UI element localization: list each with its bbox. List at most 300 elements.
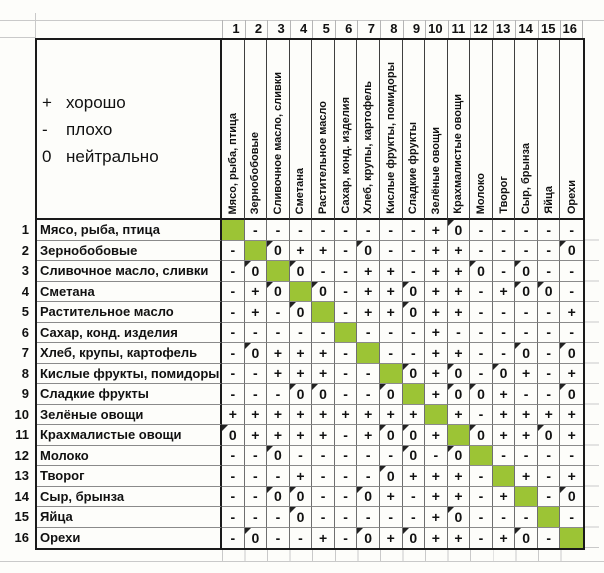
cell-5-8: + (380, 302, 403, 323)
cell-3-13: - (493, 261, 516, 282)
cell-6-9: - (403, 323, 426, 344)
cell-2-1: - (222, 241, 245, 262)
cell-15-2: - (245, 507, 268, 528)
cell-1-11: 0 (448, 220, 471, 241)
gridline (0, 561, 604, 562)
cell-4-3: 0 (267, 282, 290, 303)
cell-9-12: 0 (470, 384, 493, 405)
cell-7-12: - (470, 343, 493, 364)
cell-10-5: + (312, 405, 335, 426)
cell-3-2: 0 (245, 261, 268, 282)
cell-12-10: - (425, 446, 448, 467)
legend-label: плохо (66, 119, 113, 139)
cell-14-1: - (222, 487, 245, 508)
cell-8-3: + (267, 364, 290, 385)
cell-2-9: - (403, 241, 426, 262)
cell-15-4: 0 (290, 507, 313, 528)
cell-11-14: + (515, 425, 538, 446)
cell-5-2: + (245, 302, 268, 323)
cell-7-2: 0 (245, 343, 268, 364)
cell-8-10: + (425, 364, 448, 385)
col-header-label: Сладкие фрукты (407, 121, 420, 214)
cell-4-10: + (425, 282, 448, 303)
cell-8-1: - (222, 364, 245, 385)
col-number-11: 11 (448, 20, 471, 38)
col-number-12: 12 (470, 20, 493, 38)
cell-2-10: + (425, 241, 448, 262)
row-number-12: 12 (14, 447, 29, 463)
col-number-5: 5 (312, 20, 335, 38)
cell-7-15: - (538, 343, 561, 364)
cell-3-9: - (403, 261, 426, 282)
cell-14-10: + (425, 487, 448, 508)
col-header-label: Сахар, конд. изделия (339, 97, 352, 214)
col-number-14: 14 (515, 20, 538, 38)
cell-9-4: 0 (290, 384, 313, 405)
col-number-9: 9 (403, 20, 426, 38)
cell-11-3: + (267, 425, 290, 446)
cell-13-7: - (357, 466, 380, 487)
col-header-16 (560, 40, 583, 220)
cell-7-14: 0 (515, 343, 538, 364)
cell-7-3: + (267, 343, 290, 364)
cell-9-5: 0 (312, 384, 335, 405)
cell-12-5: - (312, 446, 335, 467)
cell-14-7: 0 (357, 487, 380, 508)
cell-4-12: - (470, 282, 493, 303)
cell-10-12: - (470, 405, 493, 426)
col-header-4 (290, 40, 313, 220)
cell-8-12: - (470, 364, 493, 385)
cell-1-13: - (493, 220, 516, 241)
gridline (585, 220, 599, 550)
cell-15-12: - (470, 507, 493, 528)
cell-15-11: 0 (448, 507, 471, 528)
cell-15-10: + (425, 507, 448, 528)
col-header-label: Кислые фрукты, помидоры (384, 62, 397, 214)
row-number-5: 5 (21, 304, 29, 319)
cell-11-6: - (335, 425, 358, 446)
cell-8-4: + (290, 364, 313, 385)
compatibility-table (35, 38, 585, 550)
cell-13-14: + (515, 466, 538, 487)
cell-3-12: 0 (470, 261, 493, 282)
cell-13-2: - (245, 466, 268, 487)
col-header-label: Орехи (565, 179, 578, 214)
cell-12-8: - (380, 446, 403, 467)
cell-13-6: - (335, 466, 358, 487)
row-numbers-gutter (0, 220, 32, 548)
col-number-10: 10 (425, 20, 448, 38)
row-label-8: Кислые фрукты, помидоры (37, 364, 222, 385)
col-header-11 (448, 40, 471, 220)
cell-3-4: 0 (290, 261, 313, 282)
cell-6-2: - (245, 323, 268, 344)
cell-1-7: - (357, 220, 380, 241)
cell-5-7: + (357, 302, 380, 323)
row-number-11: 11 (15, 427, 29, 442)
cell-6-4: - (290, 323, 313, 344)
cell-5-6: - (335, 302, 358, 323)
cell-8-2: - (245, 364, 268, 385)
cell-14-14 (515, 487, 538, 508)
cell-14-11: + (448, 487, 471, 508)
cell-11-16: + (560, 425, 583, 446)
cell-7-11: + (448, 343, 471, 364)
legend-item-bad (42, 120, 220, 139)
cell-4-11: + (448, 282, 471, 303)
cell-10-11: + (448, 405, 471, 426)
cell-10-2: + (245, 405, 268, 426)
cell-4-7: + (357, 282, 380, 303)
col-header-label: Сметана (294, 167, 307, 214)
cell-6-5: - (312, 323, 335, 344)
col-number-6: 6 (335, 20, 358, 38)
cell-6-6 (335, 323, 358, 344)
col-header-10 (425, 40, 448, 220)
cell-6-8: - (380, 323, 403, 344)
cell-2-14: - (515, 241, 538, 262)
cell-15-3: - (267, 507, 290, 528)
cell-14-16: 0 (560, 487, 583, 508)
col-header-3 (267, 40, 290, 220)
cell-1-6: - (335, 220, 358, 241)
cell-9-16: 0 (560, 384, 583, 405)
cell-10-9: + (403, 405, 426, 426)
cell-7-8: - (380, 343, 403, 364)
col-number-3: 3 (267, 20, 290, 38)
cell-12-9: 0 (403, 446, 426, 467)
cell-13-8: 0 (380, 466, 403, 487)
cell-4-16: - (560, 282, 583, 303)
cell-13-4: + (290, 466, 313, 487)
cell-13-11: + (448, 466, 471, 487)
col-header-label: Хлеб, крупы, картофель (362, 81, 375, 214)
cell-16-14: 0 (515, 528, 538, 549)
cell-7-1: - (222, 343, 245, 364)
cell-11-8: 0 (380, 425, 403, 446)
col-header-6 (335, 40, 358, 220)
cell-11-15: 0 (538, 425, 561, 446)
cell-6-1: - (222, 323, 245, 344)
cell-10-10 (425, 405, 448, 426)
col-number-15: 15 (538, 20, 561, 38)
row-number-16: 16 (14, 529, 29, 545)
col-number-8: 8 (380, 20, 403, 38)
cell-16-9: 0 (403, 528, 426, 549)
cell-9-15: - (538, 384, 561, 405)
cell-13-12: - (470, 466, 493, 487)
cell-16-12: - (470, 528, 493, 549)
row-number-8: 8 (21, 365, 29, 381)
cell-4-5: 0 (312, 282, 335, 303)
cell-4-14: 0 (515, 282, 538, 303)
cell-4-9: 0 (403, 282, 426, 303)
cell-3-14: 0 (515, 261, 538, 282)
cell-4-6: - (335, 282, 358, 303)
row-number-10: 10 (14, 406, 29, 422)
cell-3-16: - (560, 261, 583, 282)
cell-2-4: + (290, 241, 313, 262)
cell-16-7: 0 (357, 528, 380, 549)
cell-13-3: - (267, 466, 290, 487)
cell-9-13: + (493, 384, 516, 405)
cell-6-15: - (538, 323, 561, 344)
row-label-5: Растительное масло (37, 302, 222, 323)
cell-12-6: - (335, 446, 358, 467)
cell-1-1 (222, 220, 245, 241)
row-number-13: 13 (14, 468, 29, 483)
cell-7-4: + (290, 343, 313, 364)
cell-15-13: - (493, 507, 516, 528)
cell-3-5: - (312, 261, 335, 282)
cell-12-1: - (222, 446, 245, 467)
col-header-label: Зелёные овощи (429, 126, 442, 214)
cell-2-3: 0 (267, 241, 290, 262)
cell-15-16: - (560, 507, 583, 528)
cell-14-9: - (403, 487, 426, 508)
cell-7-5: + (312, 343, 335, 364)
col-header-label: Растительное масло (317, 100, 330, 214)
cell-10-7: + (357, 405, 380, 426)
cell-13-9: + (403, 466, 426, 487)
cell-8-7: - (357, 364, 380, 385)
cell-3-10: + (425, 261, 448, 282)
col-number-2: 2 (245, 20, 268, 38)
cell-12-14: - (515, 446, 538, 467)
cell-11-2: + (245, 425, 268, 446)
gridline (0, 37, 35, 38)
cell-16-8: + (380, 528, 403, 549)
cell-1-15: - (538, 220, 561, 241)
cell-1-4: - (290, 220, 313, 241)
col-header-2 (245, 40, 268, 220)
cell-16-1: - (222, 528, 245, 549)
col-number-7: 7 (357, 20, 380, 38)
col-number-13: 13 (493, 20, 516, 38)
cell-3-7: + (357, 261, 380, 282)
cell-1-16: - (560, 220, 583, 241)
cell-12-2: - (245, 446, 268, 467)
cell-6-16: - (560, 323, 583, 344)
cell-5-16: + (560, 302, 583, 323)
row-label-4: Сметана (37, 282, 222, 303)
cell-15-8: - (380, 507, 403, 528)
cell-10-16: + (560, 405, 583, 426)
col-header-9 (403, 40, 426, 220)
cell-9-7: - (357, 384, 380, 405)
col-number-16: 16 (560, 20, 583, 38)
cell-16-2: 0 (245, 528, 268, 549)
cell-16-5: + (312, 528, 335, 549)
cell-8-16: + (560, 364, 583, 385)
cell-5-11: + (448, 302, 471, 323)
cell-5-10: + (425, 302, 448, 323)
row-number-6: 6 (21, 324, 29, 340)
cell-3-15: - (538, 261, 561, 282)
plus-symbol: + (42, 92, 52, 112)
col-header-label: Сливочное масло, сливки (271, 71, 284, 214)
cell-9-3: - (267, 384, 290, 405)
row-label-11: Крахмалистые овощи (37, 425, 222, 446)
cell-9-2: - (245, 384, 268, 405)
cell-1-12: - (470, 220, 493, 241)
cell-15-6: - (335, 507, 358, 528)
cell-12-3: 0 (267, 446, 290, 467)
cell-8-8 (380, 364, 403, 385)
legend-label: хорошо (66, 92, 126, 112)
cell-13-13 (493, 466, 516, 487)
cell-5-13: - (493, 302, 516, 323)
cell-13-5: - (312, 466, 335, 487)
row-number-1: 1 (21, 222, 29, 237)
cell-4-13: + (493, 282, 516, 303)
legend-item-neutral (42, 147, 220, 166)
cell-3-11: + (448, 261, 471, 282)
cell-12-7: - (357, 446, 380, 467)
cell-8-15: - (538, 364, 561, 385)
cell-2-8: - (380, 241, 403, 262)
cell-15-15 (538, 507, 561, 528)
cell-6-11: - (448, 323, 471, 344)
row-number-7: 7 (21, 345, 29, 360)
col-header-8 (380, 40, 403, 220)
cell-14-5: - (312, 487, 335, 508)
cell-7-10: + (425, 343, 448, 364)
cell-2-5: + (312, 241, 335, 262)
cell-11-7: + (357, 425, 380, 446)
cell-14-8: + (380, 487, 403, 508)
row-label-2: Зернобобовые (37, 241, 222, 262)
row-number-3: 3 (21, 263, 29, 278)
cell-9-8: 0 (380, 384, 403, 405)
cell-14-2: - (245, 487, 268, 508)
cell-2-2 (245, 241, 268, 262)
cell-2-13: - (493, 241, 516, 262)
cell-7-6: - (335, 343, 358, 364)
gridline (222, 550, 583, 561)
cell-10-3: + (267, 405, 290, 426)
cell-12-4: - (290, 446, 313, 467)
cell-11-10: + (425, 425, 448, 446)
cell-5-5 (312, 302, 335, 323)
col-header-14 (515, 40, 538, 220)
cell-14-13: + (493, 487, 516, 508)
cell-16-6: - (335, 528, 358, 549)
cell-14-12: - (470, 487, 493, 508)
column-numbers-strip (222, 20, 583, 38)
cell-7-13: - (493, 343, 516, 364)
cell-7-9: - (403, 343, 426, 364)
col-header-label: Яйца (542, 186, 555, 214)
col-header-label: Молоко (474, 172, 487, 214)
cell-5-3: - (267, 302, 290, 323)
col-header-label: Крахмалистые овощи (452, 94, 465, 214)
cell-1-10: + (425, 220, 448, 241)
col-number-1: 1 (222, 20, 245, 38)
cell-1-9: - (403, 220, 426, 241)
cell-2-16: 0 (560, 241, 583, 262)
cell-12-11: 0 (448, 446, 471, 467)
cell-16-15: - (538, 528, 561, 549)
row-label-7: Хлеб, крупы, картофель (37, 343, 222, 364)
cell-15-14: - (515, 507, 538, 528)
cell-5-4: 0 (290, 302, 313, 323)
cell-9-14: - (515, 384, 538, 405)
cell-14-3: 0 (267, 487, 290, 508)
cell-11-13: + (493, 425, 516, 446)
row-label-12: Молоко (37, 446, 222, 467)
cell-11-5: + (312, 425, 335, 446)
cell-8-14: + (515, 364, 538, 385)
cell-8-11: 0 (448, 364, 471, 385)
cell-8-5: + (312, 364, 335, 385)
cell-13-10: + (425, 466, 448, 487)
cell-2-7: 0 (357, 241, 380, 262)
row-label-6: Сахар, конд. изделия (37, 323, 222, 344)
col-header-5 (312, 40, 335, 220)
cell-15-7: - (357, 507, 380, 528)
minus-symbol: - (42, 119, 48, 139)
cell-15-5: - (312, 507, 335, 528)
cell-1-8: - (380, 220, 403, 241)
cell-9-11: 0 (448, 384, 471, 405)
cell-8-13: 0 (493, 364, 516, 385)
cell-11-12: 0 (470, 425, 493, 446)
cell-10-15: + (538, 405, 561, 426)
cell-3-1: - (222, 261, 245, 282)
cell-16-11: + (448, 528, 471, 549)
gridline (35, 13, 36, 38)
cell-5-15: - (538, 302, 561, 323)
col-header-12 (470, 40, 493, 220)
col-header-7 (357, 40, 380, 220)
row-number-4: 4 (21, 283, 29, 299)
col-header-label: Сыр, брынза (520, 142, 533, 214)
cell-3-3 (267, 261, 290, 282)
cell-5-12: - (470, 302, 493, 323)
cell-4-15: 0 (538, 282, 561, 303)
cell-13-15: - (538, 466, 561, 487)
cell-9-1: - (222, 384, 245, 405)
cell-4-8: + (380, 282, 403, 303)
cell-4-1: - (222, 282, 245, 303)
cell-9-10: + (425, 384, 448, 405)
cell-2-6: - (335, 241, 358, 262)
cell-5-9: 0 (403, 302, 426, 323)
cell-2-15: - (538, 241, 561, 262)
cell-10-4: + (290, 405, 313, 426)
legend-item-good (42, 93, 220, 112)
row-label-3: Сливочное масло, сливки (37, 261, 222, 282)
cell-14-15: - (538, 487, 561, 508)
cell-14-6: - (335, 487, 358, 508)
cell-13-1: - (222, 466, 245, 487)
cell-16-4: - (290, 528, 313, 549)
legend-label: нейтрально (66, 146, 159, 166)
cell-15-1: - (222, 507, 245, 528)
cell-12-15: - (538, 446, 561, 467)
row-label-16: Орехи (37, 528, 222, 549)
cell-13-16: + (560, 466, 583, 487)
cell-2-12: - (470, 241, 493, 262)
cell-12-12 (470, 446, 493, 467)
col-header-1 (222, 40, 245, 220)
col-header-label: Зернобобовые (249, 131, 262, 214)
row-label-9: Сладкие фрукты (37, 384, 222, 405)
col-number-4: 4 (290, 20, 313, 38)
cell-15-9: - (403, 507, 426, 528)
